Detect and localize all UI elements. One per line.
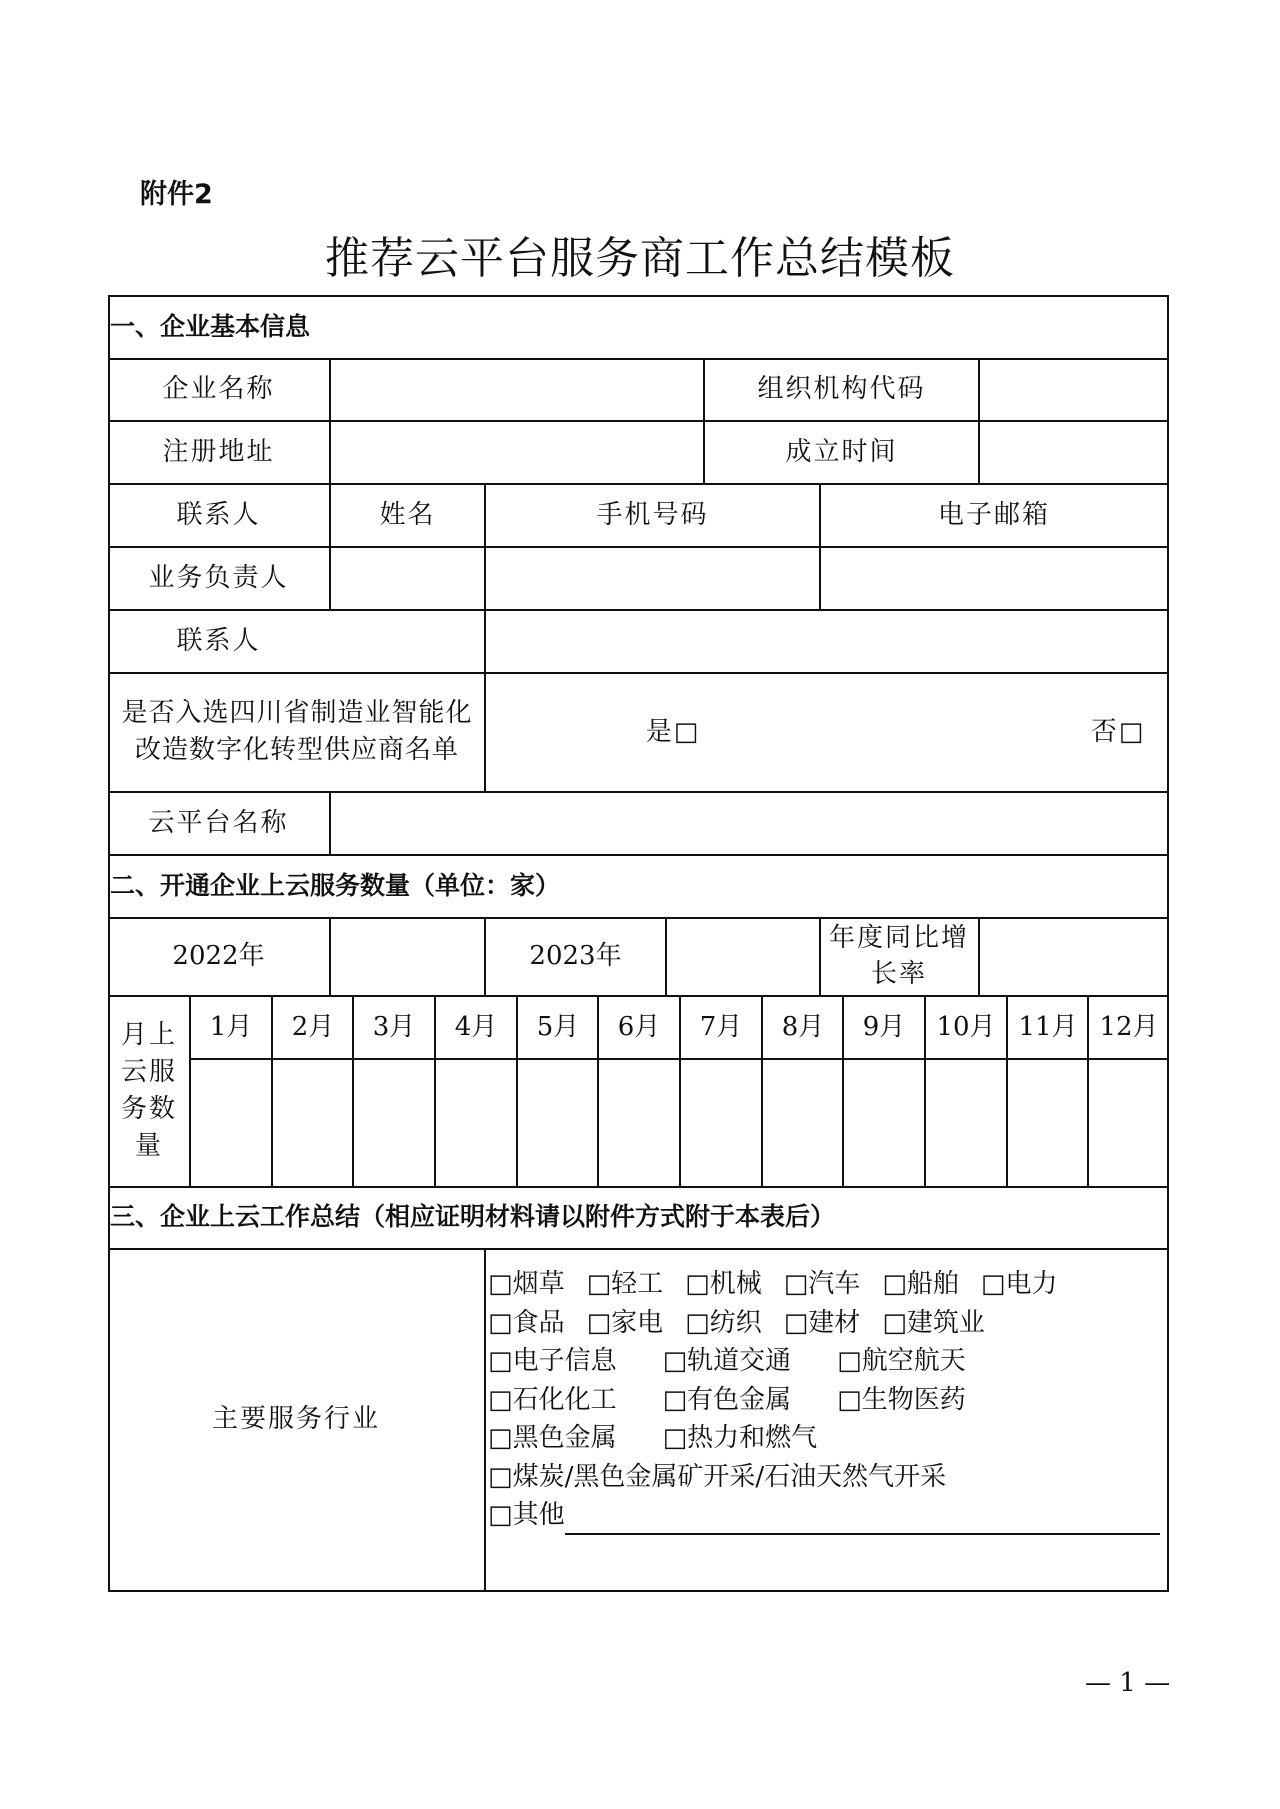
industry-row: [488, 1458, 1168, 1497]
other-input-line[interactable]: [565, 1503, 1160, 1535]
month-header: 1月: [209, 1011, 253, 1042]
month-header: 2月: [291, 1011, 335, 1042]
industry-checkbox[interactable]: □热力和燃气: [662, 1423, 818, 1453]
reg-address-field[interactable]: [331, 422, 703, 483]
industry-checkbox[interactable]: □生物医药: [837, 1384, 966, 1415]
platform-name-field[interactable]: [331, 793, 1167, 854]
industry-checkbox[interactable]: □建材: [783, 1307, 861, 1338]
industry-row: [488, 1381, 1168, 1420]
section2-heading: 二、开通企业上云服务数量（单位：家）: [110, 870, 561, 900]
contact-email-field[interactable]: [821, 548, 1167, 609]
industry-checkbox[interactable]: □轻工: [586, 1269, 664, 1299]
yoy-growth-label: 年度同比增长率: [828, 923, 969, 989]
industry-checkbox[interactable]: □煤炭/黑色金属矿开采/石油天然气开采: [488, 1461, 947, 1492]
col-divider: [484, 672, 486, 791]
month-value-field[interactable]: [518, 1060, 598, 1186]
industry-row: [488, 1304, 1168, 1343]
industry-checkbox[interactable]: □烟草: [488, 1269, 565, 1299]
industry-checkbox[interactable]: □电力: [980, 1269, 1058, 1299]
col-divider: [484, 1248, 486, 1590]
contact-role-label: 业务负责人: [148, 562, 289, 593]
contact-email-field[interactable]: [821, 611, 1167, 672]
yes-checkbox[interactable]: 是□: [645, 716, 701, 747]
month-header: 10月: [936, 1011, 996, 1042]
month-value-field[interactable]: [273, 1060, 353, 1186]
org-code-field[interactable]: [980, 360, 1167, 420]
industry-checkbox[interactable]: □航空航天: [837, 1346, 966, 1376]
industry-row: [488, 1265, 1168, 1304]
month-header: 3月: [372, 1011, 416, 1042]
established-field[interactable]: [980, 422, 1167, 483]
phone-column-header: 手机号码: [596, 499, 709, 530]
month-header: 5月: [536, 1011, 580, 1042]
section1-heading: 一、企业基本信息: [110, 311, 311, 341]
established-label: 成立时间: [785, 436, 898, 467]
month-header: 8月: [781, 1011, 825, 1042]
annex-label: 附件2: [140, 179, 213, 210]
industry-checkbox[interactable]: □家电: [586, 1307, 664, 1338]
other-checkbox[interactable]: □其他: [488, 1500, 565, 1530]
contact-phone-field[interactable]: [486, 611, 819, 672]
page-number: — 1 —: [1085, 1668, 1171, 1698]
industry-checkbox[interactable]: □建筑业: [882, 1307, 985, 1338]
month-header: 11月: [1018, 1011, 1078, 1042]
name-column-header: 姓名: [379, 499, 436, 530]
industry-checkbox[interactable]: □石化化工: [488, 1384, 617, 1415]
no-checkbox[interactable]: 否□: [1090, 716, 1146, 747]
contact-name-field[interactable]: [331, 548, 484, 609]
month-value-field[interactable]: [354, 1060, 434, 1186]
industry-row: [488, 1496, 1168, 1535]
platform-name-label: 云平台名称: [148, 807, 289, 838]
industry-checkbox[interactable]: □纺织: [685, 1307, 762, 1338]
section3-heading: 三、企业上云工作总结（相应证明材料请以附件方式附于本表后）: [110, 1202, 836, 1231]
industry-checkbox[interactable]: □黑色金属: [488, 1423, 617, 1453]
company-name-field[interactable]: [331, 360, 703, 420]
industry-checkbox[interactable]: □电子信息: [488, 1346, 617, 1376]
contact-phone-field[interactable]: [486, 548, 819, 609]
yoy-growth-field[interactable]: [980, 919, 1167, 995]
industry-row: [488, 1342, 1168, 1381]
industry-label: 主要服务行业: [211, 1404, 380, 1434]
industry-checkbox[interactable]: □机械: [685, 1269, 762, 1299]
month-value-field[interactable]: [599, 1060, 679, 1186]
month-value-field[interactable]: [681, 1060, 761, 1186]
month-value-field[interactable]: [1089, 1060, 1169, 1186]
month-value-field[interactable]: [436, 1060, 516, 1186]
table-border-bottom: [108, 1590, 1169, 1592]
year-2022-field[interactable]: [331, 919, 484, 995]
document-title: 推荐云平台服务商工作总结模板: [325, 233, 955, 284]
month-header: 4月: [454, 1011, 498, 1042]
month-value-field[interactable]: [763, 1060, 843, 1186]
industry-checkbox[interactable]: □轨道交通: [662, 1346, 792, 1376]
email-column-header: 电子邮箱: [937, 499, 1050, 530]
year-2023-field[interactable]: [667, 919, 819, 995]
month-header: 7月: [699, 1011, 743, 1042]
month-value-field[interactable]: [926, 1060, 1006, 1186]
year-2023-label: 2023年: [529, 941, 622, 971]
month-value-field[interactable]: [1008, 1060, 1088, 1186]
month-value-field[interactable]: [844, 1060, 924, 1186]
industry-checklist: [488, 1265, 1168, 1535]
contact-name-field[interactable]: [331, 611, 484, 672]
monthly-count-label: 月上云服务数量: [120, 1019, 177, 1161]
contact-role-label: 联系人: [176, 625, 261, 656]
industry-checkbox[interactable]: □汽车: [783, 1269, 861, 1299]
col-divider: [819, 917, 821, 995]
month-header: 9月: [862, 1011, 906, 1042]
company-name-label: 企业名称: [162, 374, 275, 404]
org-code-label: 组织机构代码: [757, 374, 926, 404]
reg-address-label: 注册地址: [162, 436, 275, 467]
industry-row: [488, 1419, 1168, 1458]
industry-checkbox[interactable]: □食品: [488, 1307, 565, 1338]
year-2022-label: 2022年: [172, 941, 265, 971]
month-header: 12月: [1099, 1011, 1159, 1042]
industry-checkbox[interactable]: □船舶: [882, 1269, 959, 1299]
industry-checkbox[interactable]: □有色金属: [662, 1384, 792, 1415]
supplier-list-question: 是否入选四川省制造业智能化改造数字化转型供应商名单: [121, 697, 473, 765]
contact-header-label: 联系人: [176, 499, 261, 530]
month-value-field[interactable]: [191, 1060, 271, 1186]
month-header: 6月: [617, 1011, 661, 1042]
